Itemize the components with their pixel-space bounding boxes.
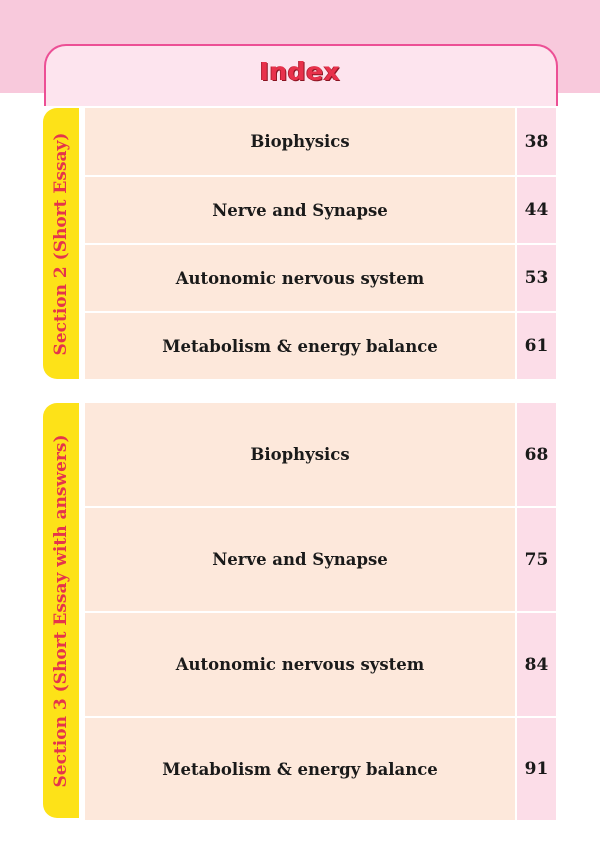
index-page-number: 38 [517, 108, 556, 175]
index-page-number: 91 [517, 718, 556, 820]
section-2-label: Section 2 (Short Essay) [51, 132, 71, 355]
index-row[interactable] [85, 175, 556, 243]
index-topic: Biophysics [85, 108, 517, 175]
index-row[interactable] [85, 108, 556, 175]
index-topic: Metabolism & energy balance [85, 313, 517, 379]
index-page-number: 84 [517, 613, 556, 716]
index-page-number: 53 [517, 245, 556, 311]
index-topic: Metabolism & energy balance [85, 718, 517, 820]
index-row[interactable] [85, 311, 556, 379]
section-2-tab [43, 108, 79, 379]
index-topic: Autonomic nervous system [85, 245, 517, 311]
index-page-number: 75 [517, 508, 556, 611]
index-row[interactable] [85, 506, 556, 611]
index-page-number: 68 [517, 403, 556, 506]
section-3-table [85, 403, 556, 820]
section-2-table [85, 108, 556, 379]
section-3-label: Section 3 (Short Essay with answers) [51, 434, 71, 787]
index-row[interactable] [85, 403, 556, 506]
index-page-number: 61 [517, 313, 556, 379]
index-row[interactable] [85, 243, 556, 311]
page-title: Index [259, 57, 341, 86]
index-row[interactable] [85, 611, 556, 716]
index-page-number: 44 [517, 177, 556, 243]
index-topic: Autonomic nervous system [85, 613, 517, 716]
index-topic: Nerve and Synapse [85, 508, 517, 611]
index-topic: Biophysics [85, 403, 517, 506]
index-row[interactable] [85, 716, 556, 820]
index-topic: Nerve and Synapse [85, 177, 517, 243]
section-3-tab [43, 403, 79, 818]
